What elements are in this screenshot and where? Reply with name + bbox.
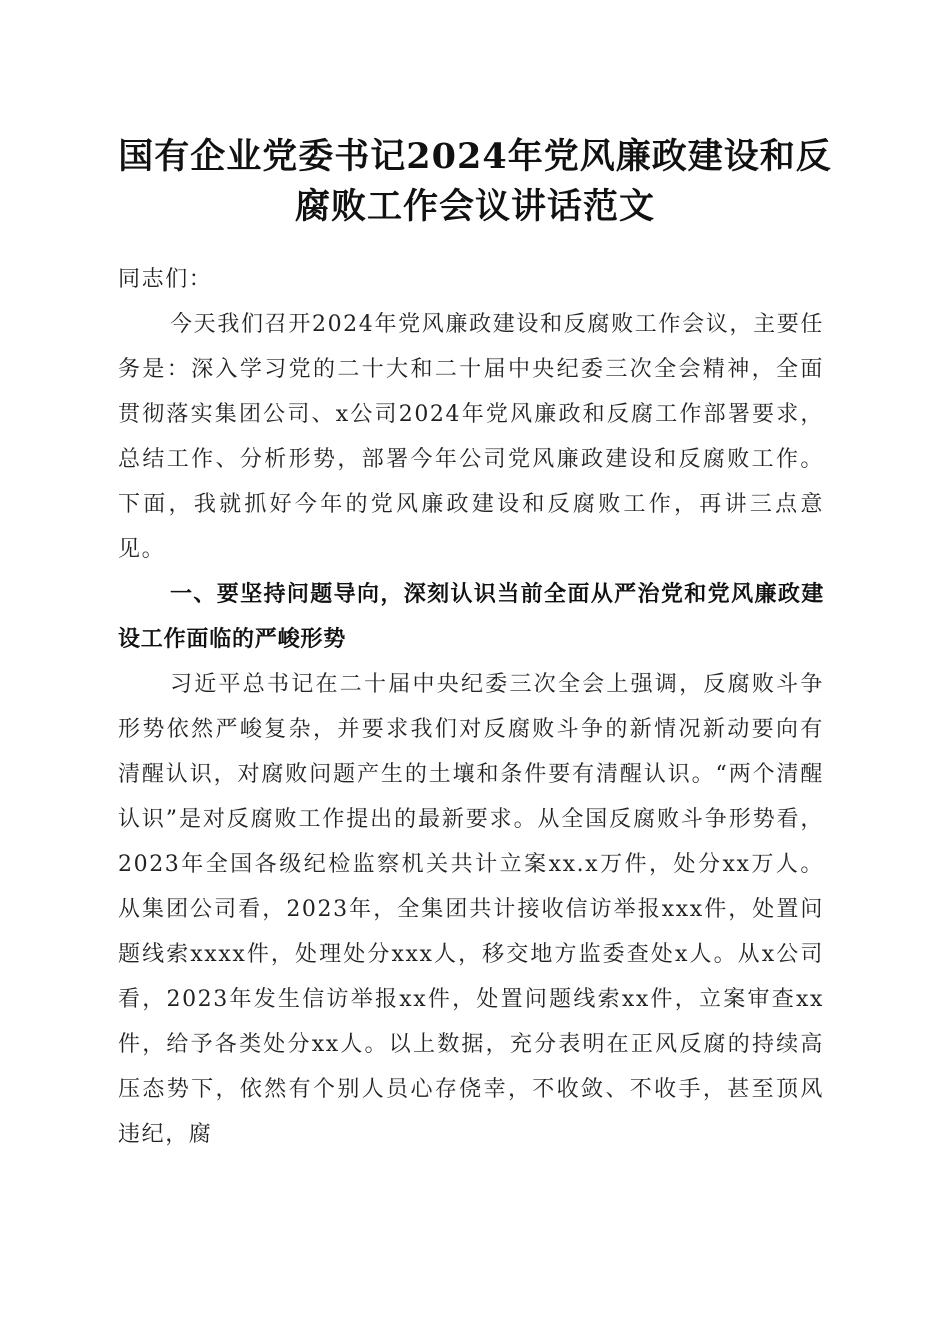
title-line-2: 腐败工作会议讲话范文 [294,186,655,227]
section-heading-1: 一、要坚持问题导向，深刻认识当前全面从严治党和党风廉政建设工作面临的严峻形势 [118,582,824,652]
salutation: 同志们： [118,267,213,292]
title-line-1: 国有企业党委书记2024年党风廉政建设和反 [118,136,832,177]
paragraph-intro: 今天我们召开2024年党风廉政建设和反腐败工作会议，主要任务是：深入学习党的二十大和二十届中央纪委三次全会精神，全面贯彻落实集团公司、x公司2024年党风廉政和反腐工作部署要求，总结工作、分析形势，部署今年公司党风廉政建设和反腐败工作。下面，我就抓好今年的党风廉政建设和反腐败工作，再讲三点意见。 [118,312,824,562]
document-title [118,132,832,232]
document-body [118,257,824,1157]
paragraph-situation: 习近平总书记在二十届中央纪委三次全会上强调，反腐败斗争形势依然严峻复杂，并要求我们对反腐败斗争的新情况新动要向有清醒认识，对腐败问题产生的土壤和条件要有清醒认识。“两个清醒认识”是对反腐败工作提出的最新要求。从全国反腐败斗争形势看，2023年全国各级纪检监察机关共计立案xx.x万件，处分xx万人。从集团公司看，2023年，全集团共计接收信访举报xxx件，处置问题线索xxxx件，处理处分xxx人，移交地方监委查处x人。从x公司看，2023年发生信访举报xx件，处置问题线索xx件，立案审查xx件，给予各类处分xx人。以上数据，充分表明在正风反腐的持续高压态势下，依然有个别人员心存侥幸，不收敛、不收手，甚至顶风违纪，腐 [118,672,824,1147]
